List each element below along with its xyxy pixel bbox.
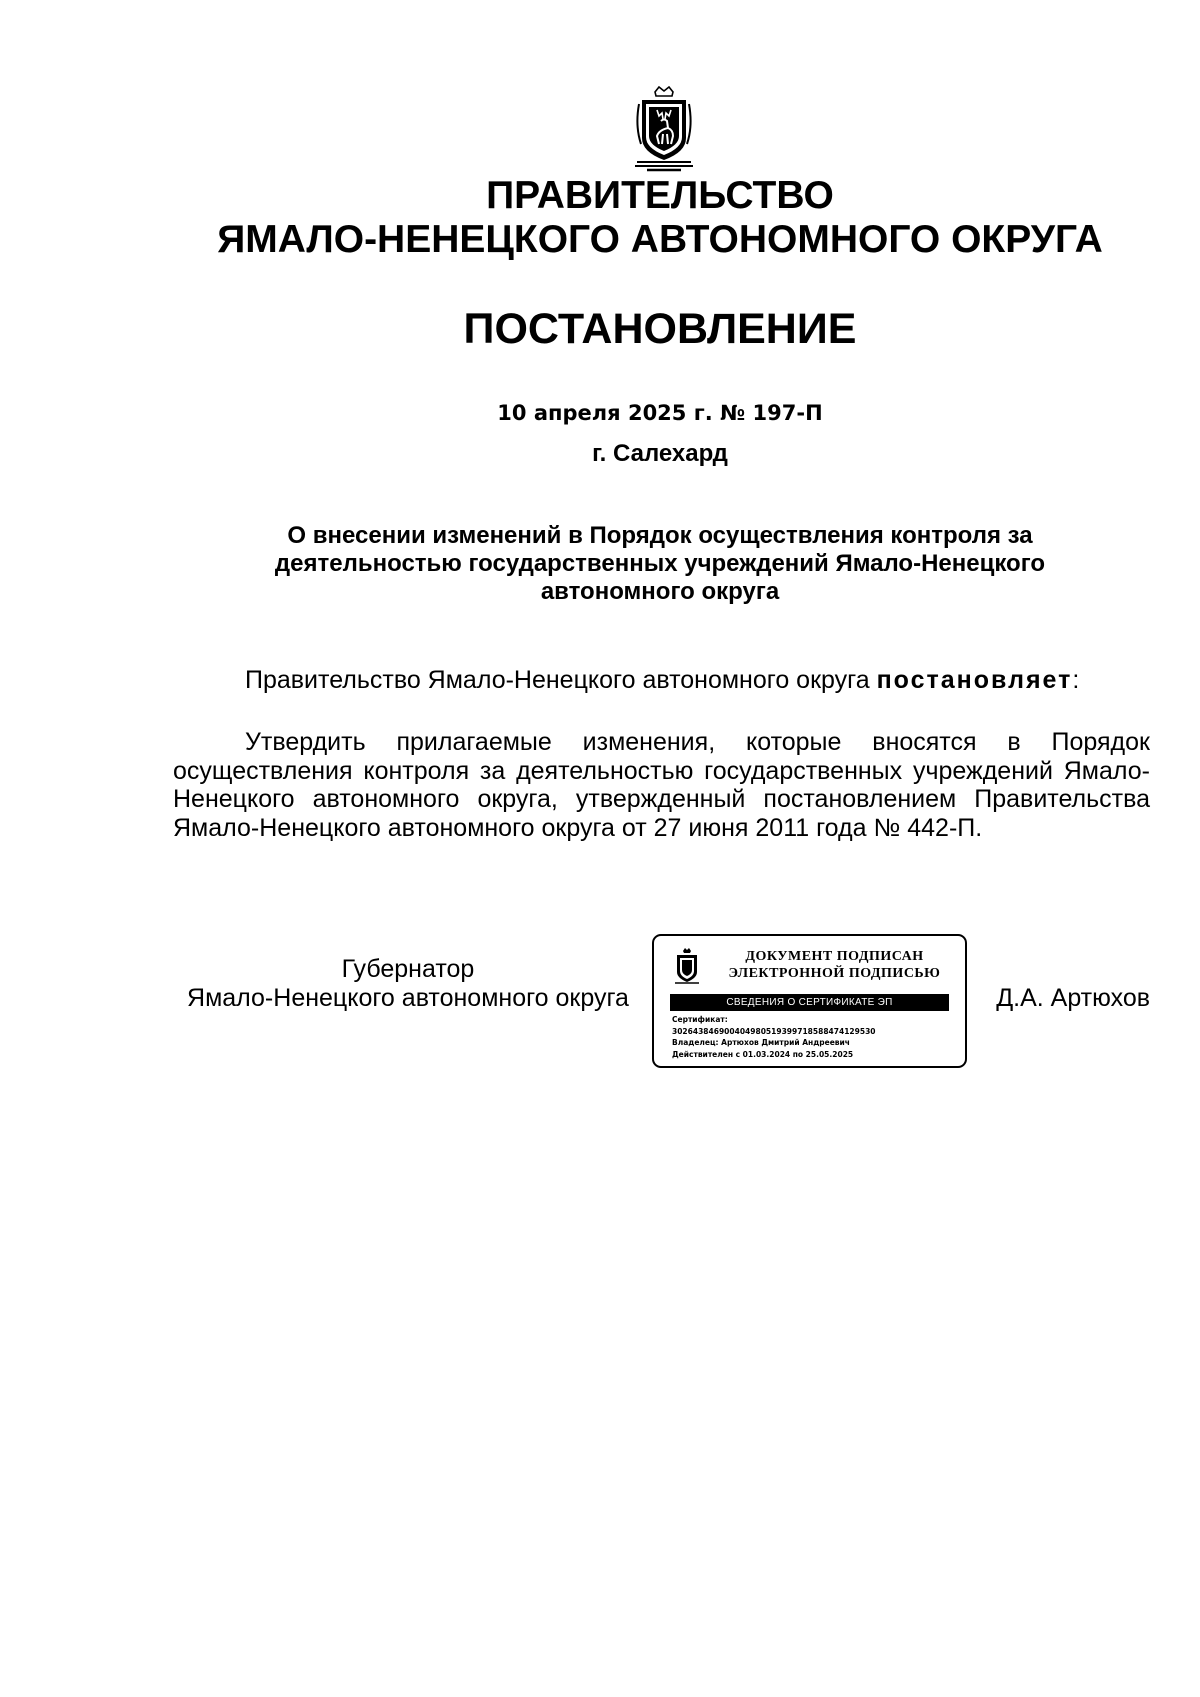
document-city: г. Салехард (592, 440, 728, 467)
stamp-certificate-bar: СВЕДЕНИЯ О СЕРТИФИКАТЕ ЭП (670, 994, 949, 1011)
electronic-signature-stamp (652, 934, 967, 1068)
stamp-certificate-label: Сертификат: (672, 1015, 728, 1024)
signer-position-line-1: Губернатор (341, 955, 475, 983)
signer-name: Д.А. Артюхов (996, 984, 1150, 1012)
government-name-line-2: ЯМАЛО-НЕНЕЦКОГО АВТОНОМНОГО ОКРУГА (217, 218, 1103, 261)
government-name-line-1: ПРАВИТЕЛЬСТВО (486, 174, 834, 217)
document-date-number: 10 апреля 2025 г. № 197-П (497, 401, 823, 425)
stamp-heading (716, 948, 953, 982)
stamp-heading-line-1: ДОКУМЕНТ ПОДПИСАН (745, 949, 924, 964)
stamp-heading-line-2: ЭЛЕКТРОННОЙ ПОДПИСЬЮ (728, 966, 941, 981)
preamble-emphasis: постановляет (876, 666, 1073, 694)
stamp-validity: Действителен с 01.03.2024 по 25.05.2025 (672, 1049, 854, 1059)
signer-position-line-2: Ямало-Ненецкого автономного округа (187, 984, 629, 1012)
resolution-body: Утвердить прилагаемые изменения, которые вносятся в Порядок осуществления контроля за деятельностью государственных учреждений Ямало-Ненецкого автономного округа, утвержденный постановлением Правительства Ямало-Ненецкого автономного округа от 27 июня 2011 года № 442-П. (173, 728, 1150, 842)
yamal-coat-of-arms-icon (633, 86, 695, 174)
stamp-certificate-number: 30264384690040498051939971858847412953​0 (672, 1026, 876, 1036)
preamble-tail: : (1072, 666, 1080, 694)
stamp-coat-of-arms-icon (674, 948, 700, 986)
signer-position (173, 955, 643, 1013)
document-type-title: ПОСТАНОВЛЕНИЕ (463, 305, 857, 353)
document-subject: О внесении изменений в Порядок осуществления контроля за деятельностью государственных учреждений Ямало-Ненецкого автономного округа (274, 522, 1046, 605)
preamble-text: Правительство Ямало-Ненецкого автономного округа (245, 666, 877, 694)
preamble (245, 665, 1079, 695)
stamp-certificate-info (672, 1014, 957, 1060)
stamp-owner: Владелец: Артюхов Дмитрий Андреевич (672, 1038, 850, 1047)
